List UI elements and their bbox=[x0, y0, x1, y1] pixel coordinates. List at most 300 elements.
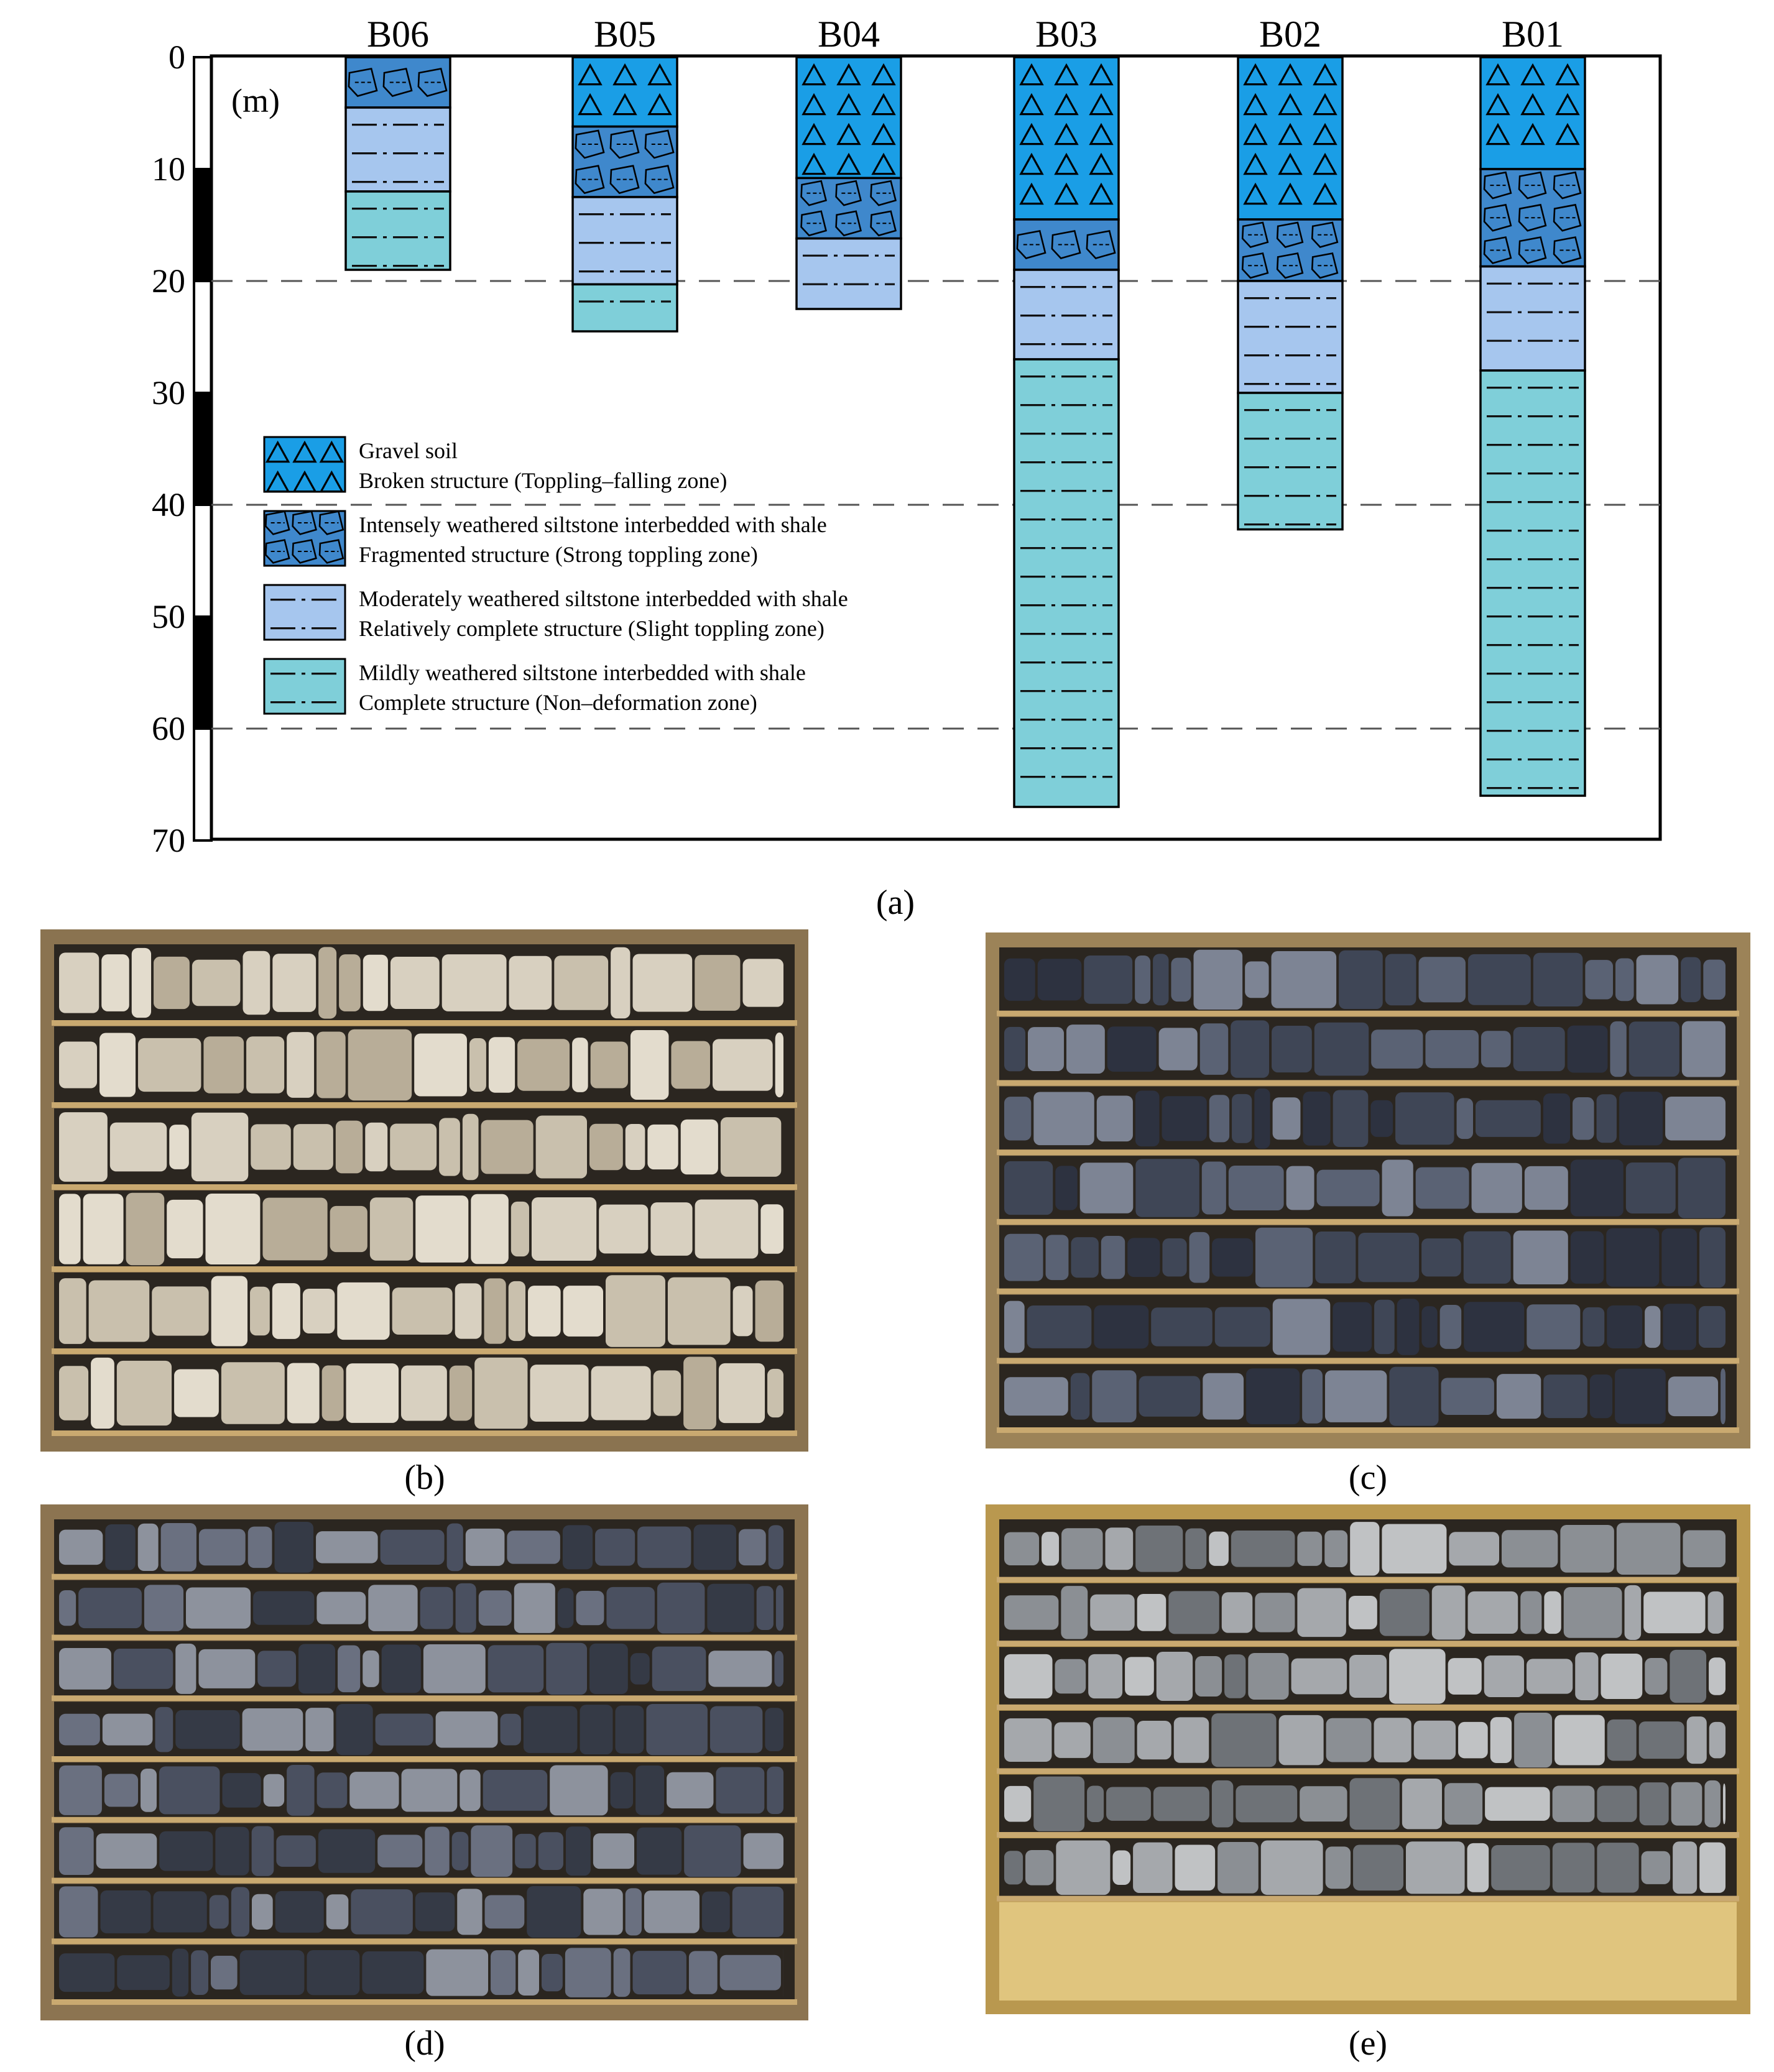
core-fragment bbox=[457, 1889, 482, 1935]
core-fragment bbox=[469, 1038, 486, 1092]
core-fragment bbox=[1615, 959, 1634, 1001]
core-fragment bbox=[572, 1038, 588, 1092]
core-fragment bbox=[631, 1653, 650, 1684]
core-fragment bbox=[1093, 1717, 1135, 1763]
core-fragment bbox=[1004, 1718, 1051, 1762]
core-fragment bbox=[1585, 960, 1613, 999]
core-fragment bbox=[1397, 1299, 1420, 1355]
core-fragment bbox=[1080, 1163, 1134, 1213]
legend-name: Intensely weathered siltstone interbedded with shale bbox=[359, 512, 827, 537]
core-fragment bbox=[637, 1526, 691, 1568]
core-divider-stick bbox=[52, 1266, 797, 1272]
core-fragment bbox=[1168, 1591, 1219, 1634]
core-fragment bbox=[1297, 1532, 1322, 1566]
core-fragment bbox=[591, 1041, 628, 1088]
core-fragment bbox=[175, 1710, 239, 1749]
depth-tick-label: 50 bbox=[152, 598, 185, 635]
core-divider-stick bbox=[997, 1641, 1739, 1646]
core-fragment bbox=[606, 1587, 654, 1629]
borehole-layer-intense bbox=[797, 178, 901, 238]
legend-structure: Broken structure (Toppling–falling zone) bbox=[359, 468, 728, 493]
core-fragment bbox=[530, 1365, 588, 1422]
core-box-image bbox=[40, 929, 808, 1452]
core-fragment bbox=[264, 1774, 284, 1807]
core-fragment bbox=[589, 1644, 628, 1694]
core-fragment bbox=[317, 1772, 348, 1808]
core-fragment bbox=[1315, 1232, 1356, 1283]
core-fragment bbox=[650, 1202, 692, 1256]
core-fragment bbox=[1527, 1659, 1573, 1693]
core-fragment bbox=[466, 1529, 505, 1566]
scale-bar-segment bbox=[194, 505, 211, 617]
core-fragment bbox=[1419, 957, 1466, 1002]
core-divider-stick bbox=[997, 1289, 1739, 1294]
core-fragment bbox=[1467, 1843, 1489, 1892]
core-fragment bbox=[460, 1770, 480, 1811]
core-fragment bbox=[1416, 1167, 1469, 1209]
core-fragment bbox=[253, 1591, 314, 1625]
core-fragment bbox=[339, 954, 361, 1011]
core-fragment bbox=[248, 1527, 272, 1568]
core-fragment bbox=[488, 1645, 544, 1692]
borehole-layer-moderate bbox=[346, 108, 450, 191]
core-box-image bbox=[40, 1504, 808, 2020]
core-fragment bbox=[1106, 1527, 1134, 1570]
core-fragment bbox=[1575, 1652, 1598, 1700]
core-fragment bbox=[1543, 1094, 1570, 1144]
core-fragment bbox=[1202, 1162, 1226, 1215]
core-fragment bbox=[1395, 1092, 1454, 1144]
core-fragment bbox=[191, 1950, 208, 1995]
core-fragment bbox=[154, 957, 190, 1009]
core-fragment bbox=[1300, 1786, 1347, 1821]
core-fragment bbox=[767, 1369, 783, 1417]
core-fragment bbox=[1229, 1166, 1284, 1210]
core-fragment bbox=[1042, 1532, 1059, 1565]
core-fragment bbox=[1215, 1307, 1270, 1347]
core-fragment bbox=[1490, 1717, 1512, 1763]
core-fragment bbox=[1325, 1370, 1387, 1422]
core-fragment bbox=[647, 1125, 678, 1169]
core-photo-c bbox=[986, 932, 1750, 1448]
core-fragment bbox=[1610, 1021, 1626, 1077]
borehole-label: B06 bbox=[366, 14, 430, 55]
core-fragment bbox=[110, 1123, 167, 1172]
core-fragment bbox=[175, 1644, 196, 1694]
core-fragment bbox=[91, 1358, 114, 1429]
core-fragment bbox=[1273, 1097, 1301, 1140]
core-fragment bbox=[1236, 1785, 1297, 1822]
core-fragment bbox=[484, 1278, 506, 1343]
core-fragment bbox=[1668, 1376, 1718, 1416]
core-divider-stick bbox=[52, 1020, 797, 1026]
core-fragment bbox=[633, 1951, 686, 1994]
core-fragment bbox=[1597, 1094, 1617, 1143]
core-fragment bbox=[1699, 1227, 1725, 1287]
core-fragment bbox=[1061, 1528, 1102, 1569]
core-fragment bbox=[363, 955, 388, 1011]
core-fragment bbox=[100, 1890, 150, 1933]
core-fragment bbox=[414, 1033, 467, 1096]
core-fragment bbox=[132, 948, 151, 1018]
core-fragment bbox=[117, 1955, 170, 1990]
core-fragment bbox=[528, 1286, 561, 1337]
core-fragment bbox=[1525, 1166, 1568, 1210]
core-fragment bbox=[59, 1112, 108, 1182]
core-fragment bbox=[1421, 1238, 1461, 1276]
core-fragment bbox=[1004, 1234, 1043, 1281]
core-fragment bbox=[1358, 1233, 1419, 1282]
core-fragment bbox=[1502, 1530, 1558, 1567]
depth-axis bbox=[152, 39, 185, 859]
core-fragment bbox=[1028, 1027, 1064, 1071]
core-fragment bbox=[210, 1895, 229, 1928]
core-fragment bbox=[631, 1030, 669, 1100]
legend-structure: Complete structure (Non–deformation zone) bbox=[359, 690, 757, 715]
core-fragment bbox=[1444, 1783, 1482, 1825]
core-fragment bbox=[59, 1766, 102, 1815]
core-fragment bbox=[1464, 1232, 1511, 1284]
core-fragment bbox=[527, 1886, 581, 1938]
core-fragment bbox=[1246, 1368, 1300, 1424]
core-fragment bbox=[1568, 1026, 1608, 1073]
core-fragment bbox=[1004, 1654, 1053, 1698]
core-fragment bbox=[59, 1648, 111, 1690]
panel-label-e: (e) bbox=[1348, 2024, 1388, 2063]
core-fragment bbox=[1374, 1718, 1411, 1762]
core-fragment bbox=[671, 1041, 710, 1089]
core-fragment bbox=[59, 952, 99, 1013]
core-fragment bbox=[338, 1646, 360, 1692]
core-fragment bbox=[1699, 1306, 1725, 1348]
core-fragment bbox=[1195, 1656, 1222, 1697]
core-divider-stick bbox=[997, 1358, 1739, 1363]
core-fragment bbox=[96, 1833, 157, 1869]
borehole-b03 bbox=[1014, 14, 1119, 807]
core-fragment bbox=[1135, 1090, 1160, 1146]
core-fragment bbox=[377, 1835, 422, 1867]
core-fragment bbox=[1135, 1159, 1199, 1217]
core-fragment bbox=[222, 1773, 261, 1807]
core-fragment bbox=[103, 1714, 153, 1746]
borehole-label: B01 bbox=[1501, 14, 1564, 55]
core-fragment bbox=[611, 1772, 633, 1808]
core-fragment bbox=[287, 1032, 314, 1098]
core-fragment bbox=[1174, 1717, 1209, 1762]
core-fragment bbox=[1553, 1786, 1595, 1822]
boreholes bbox=[346, 14, 1585, 807]
core-fragment bbox=[1468, 954, 1531, 1005]
core-fragment bbox=[1212, 1238, 1253, 1277]
core-fragment bbox=[1194, 950, 1243, 1010]
core-fragment bbox=[775, 1033, 783, 1097]
core-fragment bbox=[1457, 1098, 1473, 1139]
core-divider-stick bbox=[997, 1149, 1739, 1155]
core-fragment bbox=[1699, 1843, 1725, 1893]
depth-tick-label: 60 bbox=[152, 710, 185, 747]
core-fragment bbox=[580, 1705, 612, 1754]
core-fragment bbox=[1555, 1715, 1605, 1766]
core-fragment bbox=[1033, 1092, 1094, 1145]
core-fragment bbox=[1297, 1588, 1346, 1637]
core-fragment bbox=[436, 1711, 498, 1748]
depth-tick-label: 30 bbox=[152, 374, 185, 412]
core-divider-stick bbox=[52, 1938, 797, 1944]
core-fragment bbox=[1682, 1021, 1725, 1077]
core-fragment bbox=[739, 1529, 766, 1566]
core-fragment bbox=[1639, 1721, 1684, 1759]
core-fragment bbox=[1107, 1026, 1157, 1072]
core-fragment bbox=[765, 1708, 783, 1751]
core-fragment bbox=[1245, 961, 1268, 998]
core-fragment bbox=[1389, 1367, 1438, 1426]
scale-bar-segment bbox=[194, 729, 211, 840]
core-divider-stick bbox=[52, 1635, 797, 1641]
core-fragment bbox=[721, 1117, 781, 1177]
core-fragment bbox=[252, 1894, 273, 1930]
core-fragment bbox=[1025, 1850, 1053, 1886]
core-fragment bbox=[1261, 1841, 1323, 1895]
core-fragment bbox=[1380, 1589, 1430, 1636]
core-fragment bbox=[1231, 1531, 1295, 1567]
core-fragment bbox=[1175, 1844, 1216, 1890]
core-fragment bbox=[169, 1125, 189, 1169]
core-fragment bbox=[1432, 1585, 1466, 1639]
core-fragment bbox=[272, 1283, 300, 1339]
borehole-label: B05 bbox=[593, 14, 657, 55]
core-fragment bbox=[1708, 1591, 1724, 1634]
core-fragment bbox=[1661, 1228, 1697, 1286]
core-fragment bbox=[632, 954, 692, 1011]
core-fragment bbox=[565, 1948, 611, 1997]
core-fragment bbox=[1425, 1030, 1479, 1068]
core-fragment bbox=[509, 1281, 525, 1341]
core-fragment bbox=[1640, 1782, 1669, 1825]
core-fragment bbox=[1303, 1092, 1330, 1146]
core-fragment bbox=[1125, 1657, 1154, 1695]
core-fragment bbox=[1448, 1658, 1482, 1695]
core-fragment bbox=[316, 1531, 378, 1563]
core-fragment bbox=[542, 1954, 563, 1991]
core-fragment bbox=[59, 1714, 100, 1746]
core-fragment bbox=[1382, 1159, 1413, 1216]
core-fragment bbox=[330, 1206, 367, 1252]
core-fragment bbox=[644, 1890, 700, 1933]
core-fragment bbox=[365, 1123, 387, 1172]
core-fragment bbox=[104, 1774, 138, 1807]
core-fragment bbox=[275, 1891, 324, 1933]
core-fragment bbox=[1709, 1657, 1725, 1695]
borehole-layer-gravel bbox=[1238, 57, 1342, 219]
core-fragment bbox=[1642, 1851, 1671, 1884]
core-fragment bbox=[1004, 1027, 1025, 1071]
core-fragment bbox=[240, 1950, 305, 1995]
core-fragment bbox=[1171, 958, 1191, 1002]
core-fragment bbox=[708, 1651, 772, 1687]
core-fragment bbox=[246, 1036, 284, 1094]
core-fragment bbox=[720, 1955, 781, 1991]
core-fragment bbox=[1314, 1023, 1369, 1076]
panel-label-b: (b) bbox=[404, 1458, 445, 1497]
core-fragment bbox=[1441, 1378, 1494, 1415]
legend-swatch bbox=[264, 659, 345, 714]
borehole-layer-mild bbox=[1014, 359, 1119, 807]
core-fragment bbox=[78, 1588, 142, 1628]
scale-bar-segment bbox=[194, 393, 211, 505]
core-fragment bbox=[593, 1833, 634, 1869]
core-fragment bbox=[710, 1706, 762, 1753]
core-divider-stick bbox=[997, 1832, 1739, 1838]
core-divider-stick bbox=[997, 1011, 1739, 1016]
core-fragment bbox=[1626, 1163, 1676, 1213]
core-fragment bbox=[546, 1643, 587, 1695]
core-fragment bbox=[1663, 1304, 1696, 1350]
core-fragment bbox=[1272, 951, 1337, 1008]
core-fragment bbox=[471, 1825, 512, 1877]
core-fragment bbox=[252, 1826, 274, 1876]
core-fragment bbox=[474, 1358, 527, 1429]
core-fragment bbox=[138, 1524, 159, 1571]
core-fragment bbox=[1137, 1594, 1166, 1631]
core-fragment bbox=[99, 1033, 136, 1097]
core-fragment bbox=[221, 1362, 285, 1424]
core-fragment bbox=[415, 1892, 455, 1932]
core-fragment bbox=[318, 1830, 375, 1873]
core-fragment bbox=[606, 1275, 665, 1347]
core-fragment bbox=[471, 1194, 509, 1264]
core-fragment bbox=[1374, 1300, 1395, 1354]
core-fragment bbox=[59, 1530, 103, 1565]
core-fragment bbox=[1468, 1591, 1518, 1634]
core-fragment bbox=[1514, 1713, 1552, 1767]
core-fragment bbox=[518, 1950, 539, 1996]
core-fragment bbox=[1464, 1302, 1524, 1351]
core-fragment bbox=[1349, 1596, 1377, 1629]
core-fragment bbox=[1485, 1787, 1550, 1821]
core-fragment bbox=[1084, 955, 1132, 1004]
core-fragment bbox=[652, 1647, 706, 1692]
core-fragment bbox=[59, 1886, 98, 1937]
core-fragment bbox=[336, 1704, 372, 1755]
core-fragment bbox=[401, 1366, 447, 1421]
core-fragment bbox=[689, 1951, 718, 1994]
core-fragment bbox=[174, 1369, 219, 1417]
core-fragment bbox=[1449, 1532, 1499, 1565]
core-fragment bbox=[1370, 1100, 1393, 1137]
core-fragment bbox=[426, 1950, 488, 1996]
borehole-layer-moderate bbox=[1481, 267, 1585, 371]
core-fragment bbox=[1291, 1659, 1347, 1695]
core-fragment bbox=[420, 1587, 453, 1629]
borehole-b02 bbox=[1238, 14, 1342, 530]
core-fragment bbox=[376, 1713, 433, 1745]
core-fragment bbox=[576, 1591, 604, 1625]
core-fragment bbox=[1273, 1299, 1331, 1355]
core-fragment bbox=[707, 1584, 754, 1632]
core-fragment bbox=[626, 1124, 645, 1170]
core-fragment bbox=[272, 954, 316, 1012]
core-fragment bbox=[1157, 1652, 1193, 1701]
core-fragment bbox=[1645, 1306, 1660, 1348]
core-fragment bbox=[563, 1286, 603, 1337]
core-fragment bbox=[141, 1769, 157, 1812]
core-fragment bbox=[1254, 1089, 1270, 1149]
core-fragment bbox=[390, 957, 440, 1009]
core-fragment bbox=[599, 1205, 648, 1254]
core-fragment bbox=[192, 1113, 248, 1182]
core-fragment bbox=[732, 1887, 783, 1937]
core-fragment bbox=[452, 1832, 469, 1871]
core-fragment bbox=[563, 1525, 593, 1569]
core-fragment bbox=[203, 1036, 244, 1094]
core-fragment bbox=[316, 1032, 346, 1098]
core-fragment bbox=[1458, 1722, 1488, 1758]
core-fragment bbox=[1185, 1529, 1206, 1569]
core-fragment bbox=[83, 1194, 124, 1264]
core-fragment bbox=[167, 1200, 203, 1258]
core-fragment bbox=[1004, 1301, 1025, 1353]
core-fragment bbox=[1135, 1526, 1183, 1572]
core-fragment bbox=[425, 1826, 449, 1876]
core-fragment bbox=[646, 1704, 708, 1755]
core-fragment bbox=[287, 1363, 320, 1423]
core-fragment bbox=[1491, 1845, 1550, 1890]
core-fragment bbox=[1231, 1020, 1269, 1077]
legend-swatch bbox=[264, 585, 345, 640]
core-fragment bbox=[716, 1767, 764, 1814]
core-fragment bbox=[382, 1645, 421, 1693]
core-divider-stick bbox=[997, 1896, 1739, 1902]
core-fragment bbox=[637, 1828, 681, 1875]
core-fragment bbox=[439, 1118, 460, 1176]
depth-tick-label: 0 bbox=[169, 39, 185, 76]
core-fragment bbox=[274, 1522, 313, 1573]
core-fragment bbox=[1209, 1095, 1229, 1142]
core-box-image bbox=[986, 932, 1750, 1448]
core-fragment bbox=[755, 1281, 783, 1342]
core-fragment bbox=[1709, 1722, 1725, 1758]
core-fragment bbox=[1597, 1843, 1638, 1892]
core-fragment bbox=[1151, 1307, 1213, 1346]
core-fragment bbox=[695, 1199, 759, 1258]
core-fragment bbox=[1317, 1170, 1380, 1207]
core-fragment bbox=[1092, 1370, 1136, 1422]
core-fragment bbox=[1038, 959, 1082, 1000]
core-fragment bbox=[517, 1039, 570, 1090]
core-fragment bbox=[363, 1651, 379, 1687]
core-fragment bbox=[1054, 1722, 1090, 1758]
core-fragment bbox=[1721, 1368, 1725, 1424]
core-fragment bbox=[1339, 951, 1383, 1009]
core-fragment bbox=[1590, 1374, 1612, 1418]
core-fragment bbox=[1607, 1720, 1637, 1761]
scale-bar-segment bbox=[194, 281, 211, 393]
core-fragment bbox=[1162, 1238, 1186, 1276]
core-fragment bbox=[105, 1524, 135, 1570]
core-fragment bbox=[1203, 1373, 1244, 1420]
legend-swatch bbox=[264, 511, 345, 566]
core-fragment bbox=[1287, 1166, 1314, 1210]
core-divider-stick bbox=[52, 1817, 797, 1823]
core-fragment bbox=[1671, 1782, 1702, 1826]
core-fragment bbox=[1139, 1376, 1201, 1417]
core-fragment bbox=[611, 947, 630, 1019]
core-fragment bbox=[231, 1887, 249, 1936]
core-fragment bbox=[1097, 1095, 1133, 1141]
core-fragment bbox=[1061, 1586, 1088, 1639]
core-fragment bbox=[1255, 1228, 1313, 1287]
core-fragment bbox=[1607, 1305, 1642, 1348]
